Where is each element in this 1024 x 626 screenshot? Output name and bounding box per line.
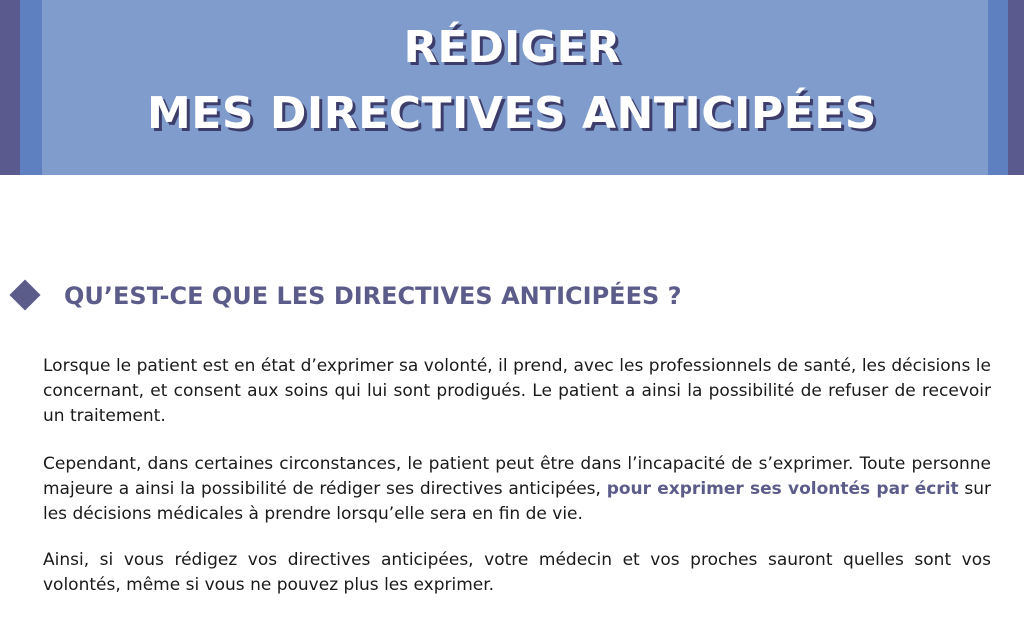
paragraph-2-text-end: sur les décisions médicales à prendre lorsqu’elle sera en fin de vie. xyxy=(43,479,992,524)
section-heading xyxy=(14,278,994,318)
page-title-line2: MES DIRECTIVES ANTICIPÉES xyxy=(147,88,877,139)
banner-stripe-right-outer xyxy=(1008,0,1024,175)
paragraph-3: Ainsi, si vous rédigez vos directives anticipées, votre médecin et vos proches sauront quelles sont vos volontés, même si vous ne pouvez plus les exprimer. xyxy=(43,550,991,595)
paragraph-2-text-start: Cependant, dans certaines circonstances, le patient peut être dans l’incapacité de s’exprimer. Toute personne majeure a ainsi la possibilité de rédiger ses directives anticipées, xyxy=(43,454,991,499)
banner-stripe-left-outer xyxy=(0,0,20,175)
section-title: QU’EST-CE QUE LES DIRECTIVES ANTICIPÉES ? xyxy=(64,282,682,310)
paragraph-2 xyxy=(43,452,991,527)
paragraph-1: Lorsque le patient est en état d’exprimer sa volonté, il prend, avec les professionnels de santé, les décisions le concernant, et consent aux soins qui lui sont prodigués. Le patient a ainsi la possibilité de refuser de recevoir un traitement. xyxy=(43,356,991,426)
banner-stripe-right-inner xyxy=(988,0,1008,175)
banner-stripe-left-inner xyxy=(20,0,42,175)
page-title-line1: RÉDIGER xyxy=(403,22,621,73)
diamond-icon xyxy=(9,279,40,310)
paragraph-2-highlight: pour exprimer ses volontés par écrit xyxy=(606,479,959,499)
title-banner xyxy=(0,0,1024,175)
